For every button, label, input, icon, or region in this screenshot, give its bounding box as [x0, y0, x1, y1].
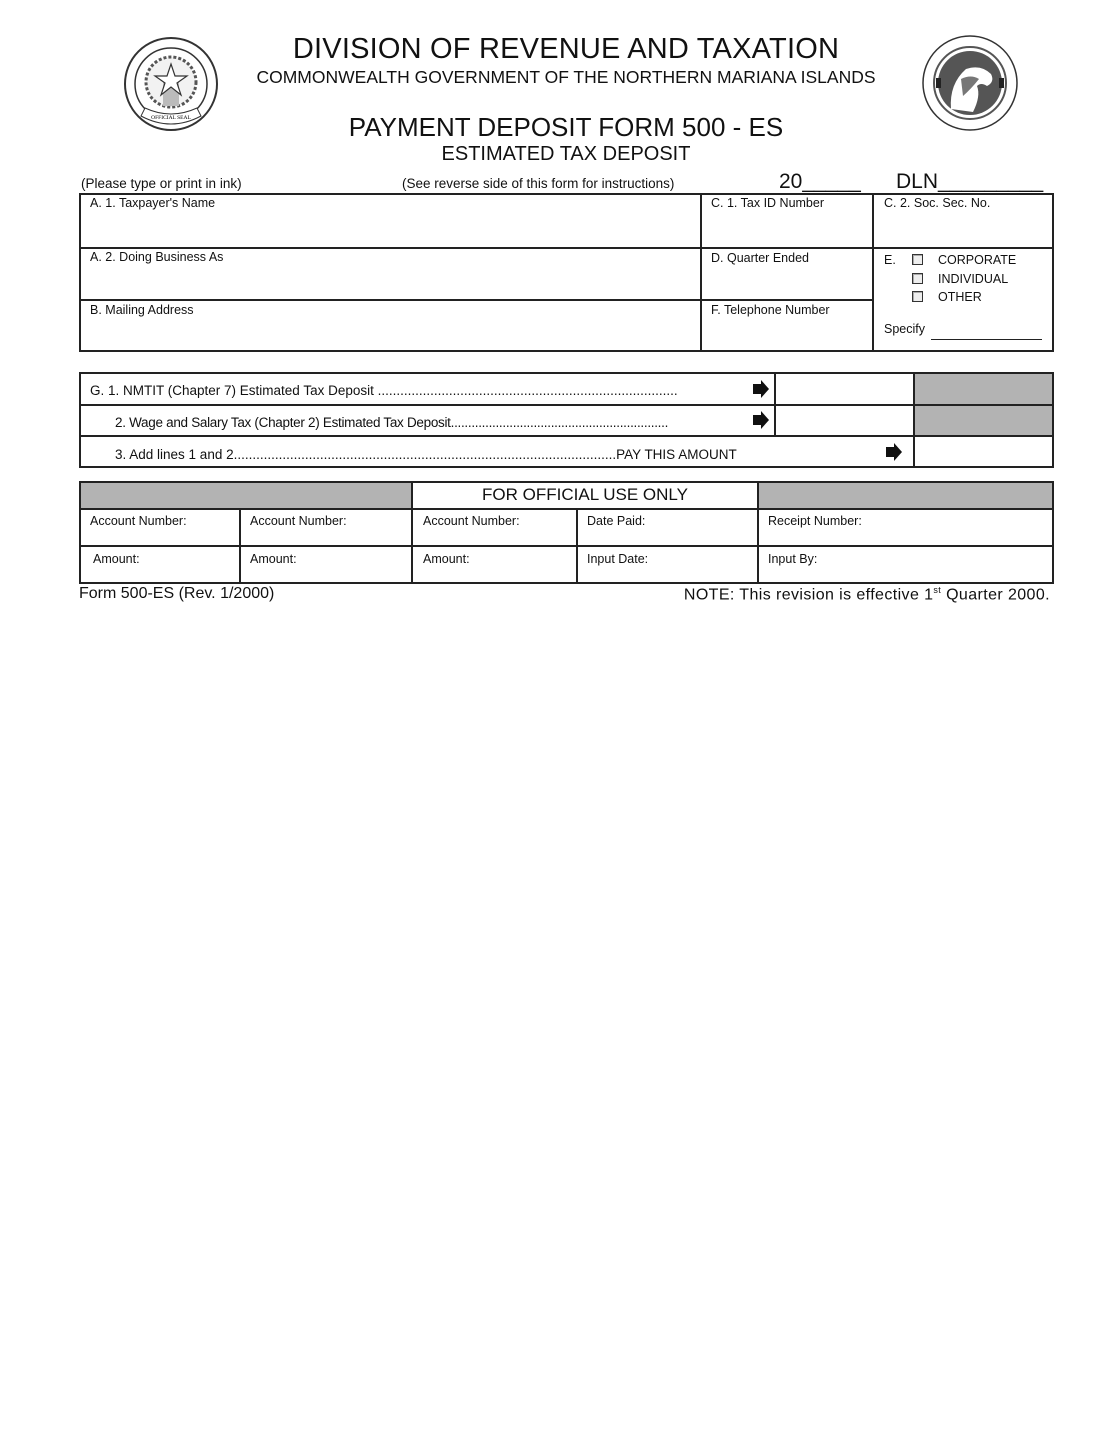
- deposit-line-3-label: 3. Add lines 1 and 2......................................................................................................PAY THIS AMOUNT: [115, 447, 737, 462]
- amount-label: Amount:: [423, 552, 470, 566]
- mailing-address-input[interactable]: [90, 321, 694, 351]
- revision-note: [684, 585, 1050, 604]
- individual-label: INDIVIDUAL: [938, 272, 1009, 286]
- revision-note-suffix: Quarter 2000.: [941, 586, 1050, 604]
- receipt-number-label: Receipt Number:: [768, 514, 862, 528]
- specify-label: Specify: [884, 322, 925, 336]
- specify-input[interactable]: [931, 322, 1042, 340]
- revision-note-text: NOTE: This revision is effective 1: [683, 586, 934, 604]
- form-revision: Form 500-ES (Rev. 1/2000): [79, 585, 275, 602]
- input-by-label: Input By:: [768, 552, 818, 566]
- date-paid-label: Date Paid:: [587, 514, 646, 528]
- right-arrow-icon: [753, 411, 769, 429]
- account-number-label: Account Number:: [90, 514, 187, 528]
- deposit-line-1-label: G. 1. NMTIT (Chapter 7) Estimated Tax Deposit ................................................................................: [90, 383, 678, 398]
- shaded-cell: [81, 483, 412, 508]
- telephone-label: F. Telephone Number: [711, 303, 830, 317]
- agency-title: DIVISION OF REVENUE AND TAXATION: [292, 33, 840, 65]
- account-number-label: Account Number:: [423, 514, 520, 528]
- form-title: PAYMENT DEPOSIT FORM 500 - ES: [348, 112, 784, 142]
- other-checkbox[interactable]: [912, 291, 923, 302]
- form-subtitle: ESTIMATED TAX DEPOSIT: [441, 143, 691, 165]
- telephone-input[interactable]: [711, 321, 870, 349]
- pay-this-amount-input[interactable]: [919, 440, 1051, 466]
- tax-id-input[interactable]: [711, 214, 870, 244]
- amount-label: Amount:: [93, 552, 140, 566]
- right-arrow-icon: [753, 380, 769, 398]
- print-note: (Please type or print in ink): [81, 176, 242, 191]
- corporate-label: CORPORATE: [938, 253, 1017, 267]
- ssn-label: C. 2. Soc. Sec. No.: [884, 196, 991, 210]
- entity-type-label: E.: [884, 253, 896, 267]
- deposit-line-2-label: 2. Wage and Salary Tax (Chapter 2) Estimated Tax Deposit...............................................................: [115, 415, 669, 430]
- taxpayer-name-label: A. 1. Taxpayer's Name: [90, 196, 216, 210]
- corporate-checkbox[interactable]: [912, 254, 923, 265]
- official-use-heading: FOR OFFICIAL USE ONLY: [482, 485, 688, 504]
- input-date-label: Input Date:: [587, 552, 649, 566]
- doing-business-as-input[interactable]: [90, 268, 694, 298]
- quarter-ended-label: D. Quarter Ended: [711, 251, 809, 265]
- mailing-address-label: B. Mailing Address: [90, 303, 194, 317]
- svg-text:OFFICIAL SEAL: OFFICIAL SEAL: [151, 115, 191, 121]
- individual-checkbox[interactable]: [912, 273, 923, 284]
- year-field[interactable]: 20_____: [779, 170, 861, 193]
- taxpayer-name-input[interactable]: [90, 214, 694, 244]
- doing-business-as-label: A. 2. Doing Business As: [90, 250, 224, 264]
- revision-note-sup: st: [933, 585, 942, 595]
- agency-subtitle: COMMONWEALTH GOVERNMENT OF THE NORTHERN MARIANA ISLANDS: [256, 67, 876, 87]
- quarter-ended-input[interactable]: [711, 269, 870, 297]
- reverse-note: (See reverse side of this form for instructions): [402, 176, 675, 191]
- deposit-line-1-input[interactable]: [780, 378, 912, 404]
- tax-id-label: C. 1. Tax ID Number: [711, 196, 825, 210]
- account-number-label: Account Number:: [250, 514, 347, 528]
- ssn-input[interactable]: [884, 214, 1048, 244]
- dln-field: DLN_________: [896, 170, 1044, 193]
- right-arrow-icon: [886, 443, 902, 461]
- amount-label: Amount:: [250, 552, 297, 566]
- deposit-line-2-input[interactable]: [780, 409, 912, 435]
- other-label: OTHER: [938, 290, 982, 304]
- shaded-cell: [759, 483, 1052, 508]
